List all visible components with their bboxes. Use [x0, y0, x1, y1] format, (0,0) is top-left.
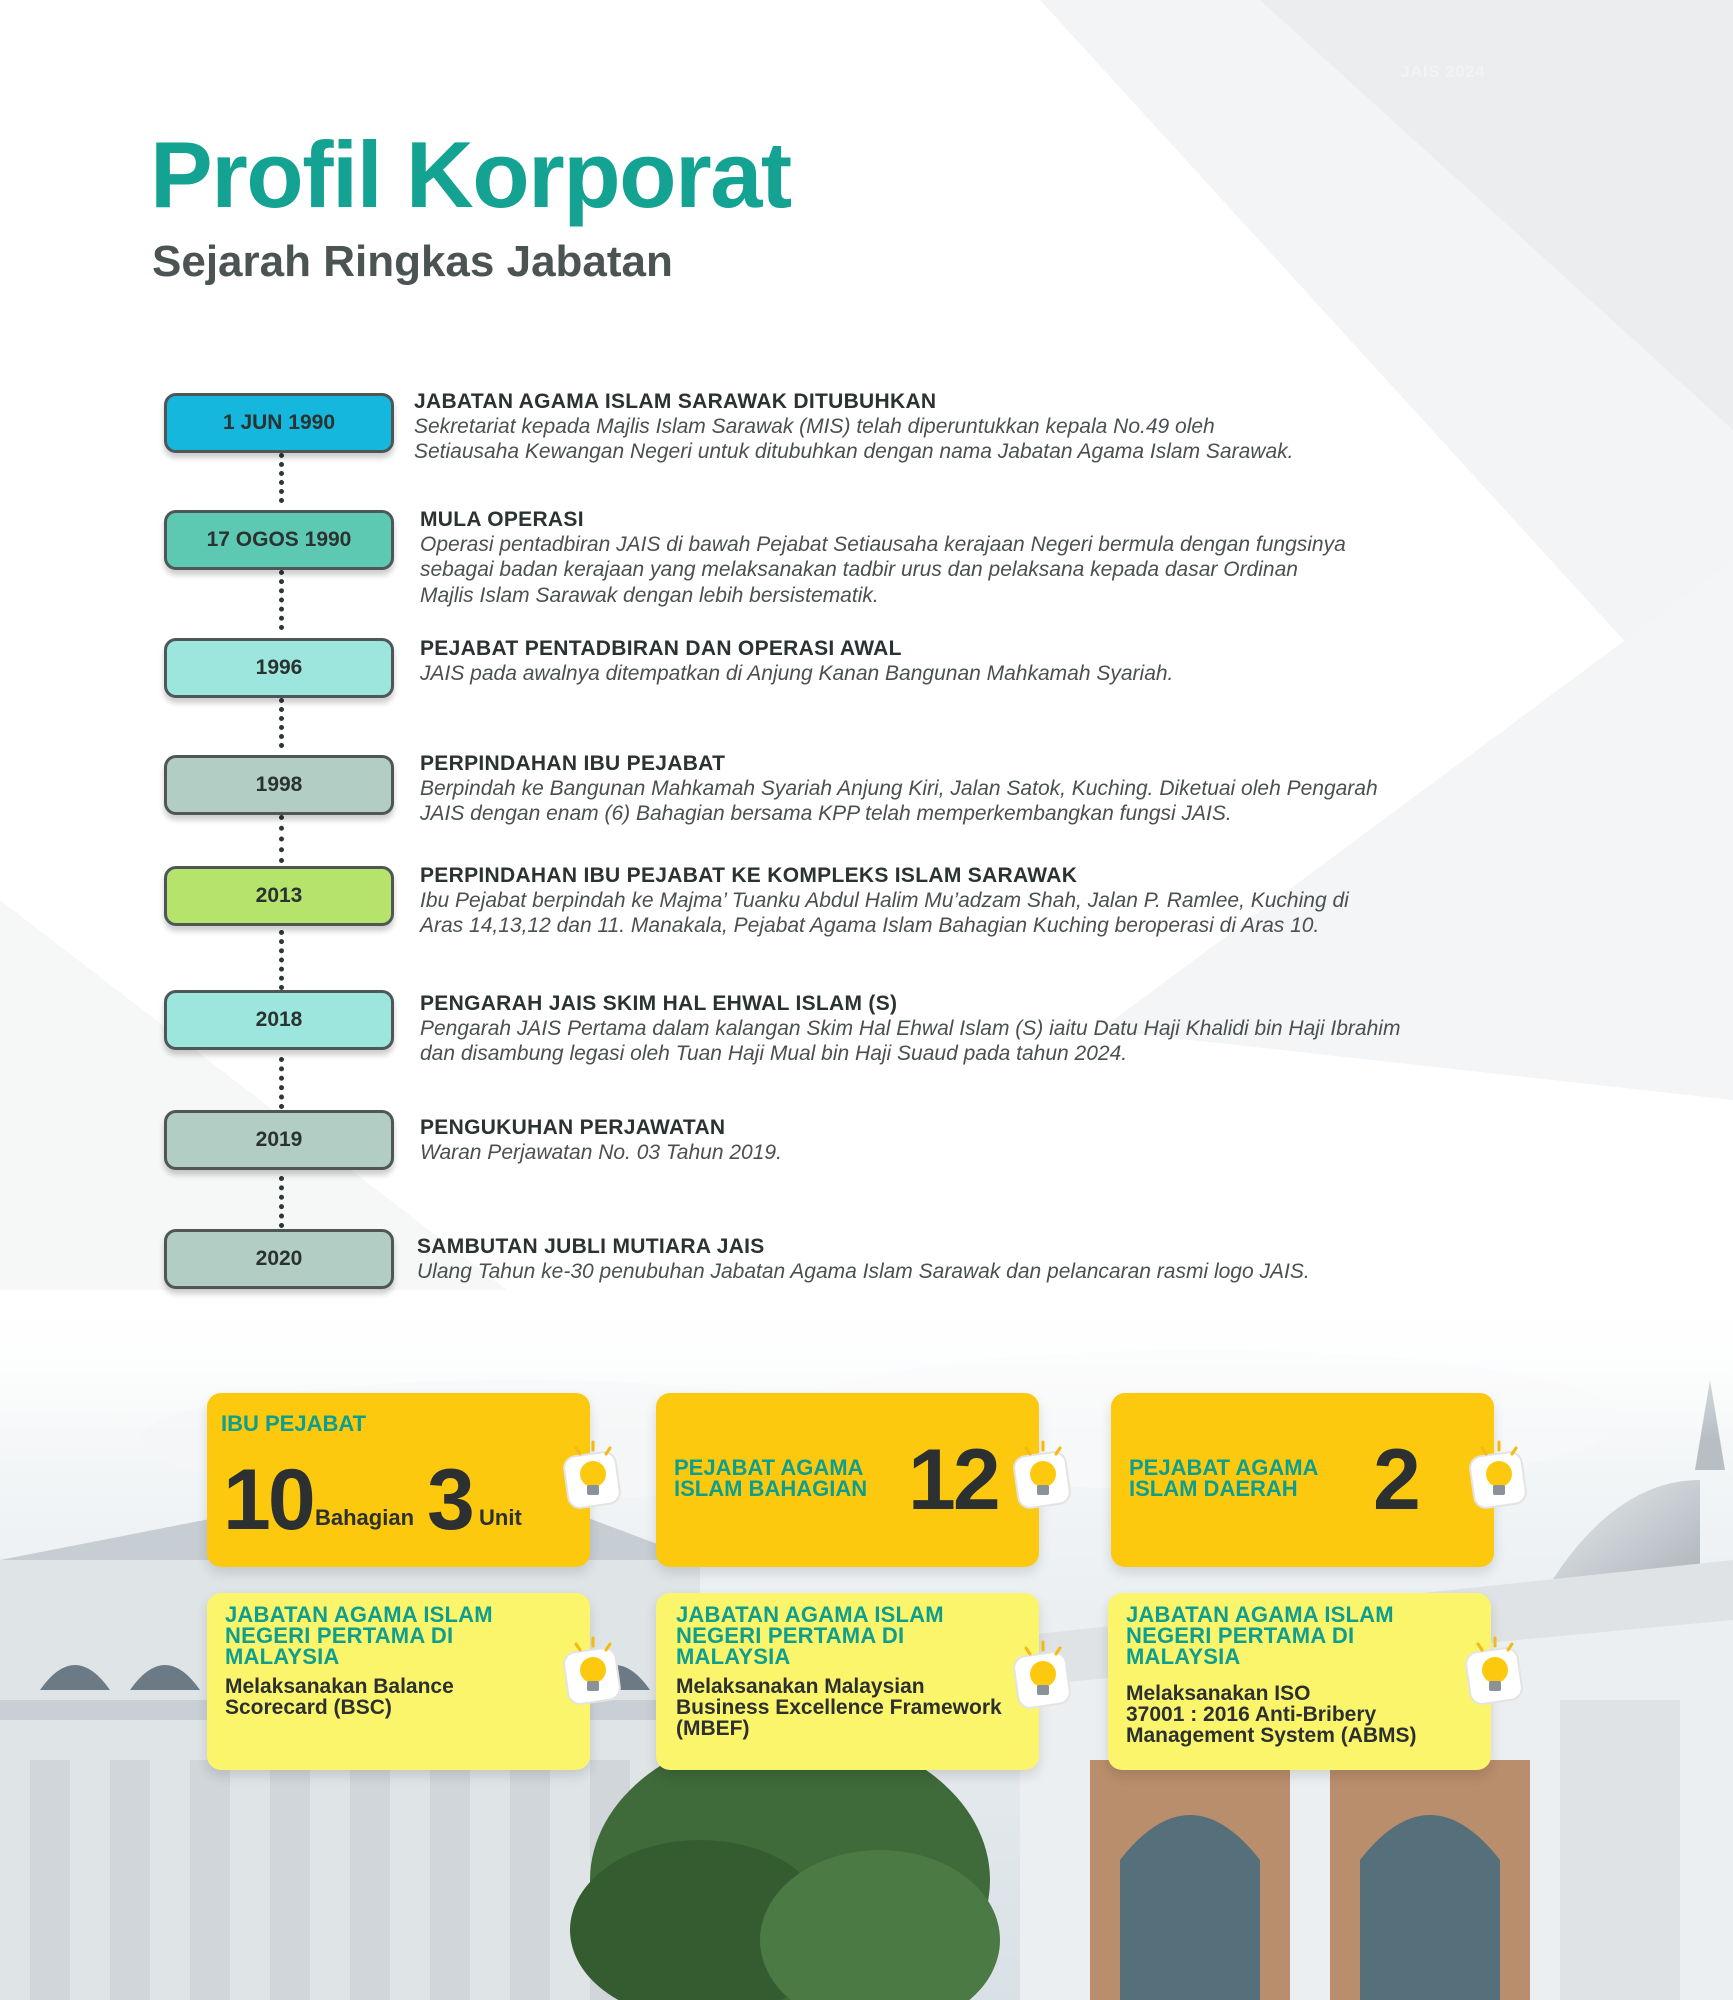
achievement-description-line: Melaksanakan ISO — [1126, 1682, 1311, 1705]
district-office-label-line: PEJABAT AGAMA — [1129, 1455, 1319, 1480]
timeline-date: 2018 — [255, 1008, 303, 1031]
timeline-heading: MULA OPERASI — [420, 508, 584, 531]
timeline-connector — [279, 570, 284, 630]
page-title: Profil Korporat — [150, 122, 791, 227]
achievement-description-line: (MBEF) — [676, 1717, 750, 1740]
achievement-description-line: Melaksanakan Malaysian — [676, 1675, 925, 1698]
divisional-office-label-line: ISLAM BAHAGIAN — [674, 1476, 868, 1501]
divisional-office-label-line: PEJABAT AGAMA — [674, 1455, 864, 1480]
page-subtitle: Sejarah Ringkas Jabatan — [152, 237, 673, 286]
timeline-heading: PERPINDAHAN IBU PEJABAT KE KOMPLEKS ISLAM SARAWAK — [420, 864, 1078, 887]
timeline-description-line: Aras 14,13,12 dan 11. Manakala, Pejabat Agama Islam Bahagian Kuching beroperasi di Aras 10. — [420, 914, 1320, 938]
timeline-date-badge — [164, 1229, 394, 1289]
timeline-date-badge — [164, 1110, 394, 1170]
timeline-connector — [279, 1057, 284, 1109]
timeline-date-badge — [164, 866, 394, 926]
achievement-title-line: MALAYSIA — [225, 1644, 340, 1669]
timeline-entry — [420, 752, 1720, 827]
lightbulb-icon — [1010, 1440, 1076, 1516]
achievement-title-line: NEGERI PERTAMA DI — [1126, 1623, 1355, 1648]
achievement-title-line: MALAYSIA — [1126, 1644, 1241, 1669]
achievement-card — [207, 1593, 590, 1770]
hq-divisions-value: 10 — [223, 1452, 313, 1548]
achievement-card — [656, 1593, 1039, 1770]
timeline-date-badge — [164, 638, 394, 698]
timeline-entry — [420, 637, 1720, 686]
timeline-entry — [420, 992, 1720, 1067]
timeline-description-line: Ulang Tahun ke-30 penubuhan Jabatan Agama Islam Sarawak dan pelancaran rasmi logo JAIS. — [417, 1260, 1310, 1284]
lightbulb-icon — [1010, 1640, 1076, 1716]
timeline-date-badge — [164, 510, 394, 570]
timeline-date: 1998 — [255, 773, 303, 796]
report-header-mark: JAIS 2024 — [1400, 62, 1485, 81]
timeline-connector — [279, 698, 284, 748]
lightbulb-icon — [1462, 1636, 1528, 1712]
timeline-description-line: dan disambung legasi oleh Tuan Haji Mual bin Haji Suaud pada tahun 2024. — [420, 1042, 1128, 1066]
timeline-description-line: Pengarah JAIS Pertama dalam kalangan Skim Hal Ehwal Islam (S) iaitu Datu Haji Khalidi bin Haji Ibrahim — [420, 1017, 1401, 1041]
timeline-entry — [414, 390, 1714, 465]
timeline-description-line: JAIS pada awalnya ditempatkan di Anjung Kanan Bangunan Mahkamah Syariah. — [420, 662, 1174, 686]
timeline-heading: PENGARAH JAIS SKIM HAL EHWAL ISLAM (S) — [420, 992, 898, 1015]
hq-units-value: 3 — [427, 1452, 472, 1548]
hq-stat-card — [207, 1393, 590, 1567]
achievement-title-line: JABATAN AGAMA ISLAM — [225, 1602, 493, 1627]
timeline-entry — [420, 864, 1720, 939]
timeline-description-line: Setiausaha Kewangan Negeri untuk ditubuhkan dengan nama Jabatan Agama Islam Sarawak. — [414, 440, 1294, 464]
timeline-date-badge — [164, 393, 394, 453]
timeline-date: 2019 — [255, 1128, 303, 1151]
timeline-description-line: Waran Perjawatan No. 03 Tahun 2019. — [420, 1141, 782, 1165]
district-office-value: 2 — [1373, 1432, 1418, 1528]
timeline-entry — [417, 1235, 1717, 1284]
lightbulb-icon — [560, 1440, 626, 1516]
timeline-description-line: Sekretariat kepada Majlis Islam Sarawak (MIS) telah diperuntukkan kepala No.49 oleh — [414, 415, 1215, 439]
timeline-connector — [279, 815, 284, 863]
hq-divisions-label: Bahagian — [315, 1505, 415, 1530]
timeline-description-line: Berpindah ke Bangunan Mahkamah Syariah Anjung Kiri, Jalan Satok, Kuching. Diketuai oleh Pengarah — [420, 777, 1378, 801]
timeline-description-line: sebagai badan kerajaan yang melaksanakan tadbir urus dan pelaksana kepada dasar Ordinan — [420, 558, 1298, 582]
timeline-entry — [420, 508, 1720, 608]
timeline-date: 1996 — [255, 656, 303, 679]
timeline-connector — [279, 1176, 284, 1228]
achievement-title-line: JABATAN AGAMA ISLAM — [1126, 1602, 1394, 1627]
timeline-date-badge — [164, 755, 394, 815]
timeline-entry — [420, 1116, 1720, 1165]
achievement-description-line: 37001 : 2016 Anti-Bribery — [1126, 1703, 1377, 1726]
timeline-heading: PERPINDAHAN IBU PEJABAT — [420, 752, 726, 775]
timeline-connector — [279, 930, 284, 990]
timeline-date: 2013 — [255, 884, 303, 907]
achievement-title-line: JABATAN AGAMA ISLAM — [676, 1602, 944, 1627]
achievement-description-line: Management System (ABMS) — [1126, 1724, 1417, 1747]
divisional-office-value: 12 — [908, 1432, 998, 1528]
timeline-heading: JABATAN AGAMA ISLAM SARAWAK DITUBUHKAN — [414, 390, 937, 413]
timeline-description-line: Majlis Islam Sarawak dengan lebih bersistematik. — [420, 583, 879, 607]
achievement-description-line: Scorecard (BSC) — [225, 1696, 392, 1719]
timeline-heading: PENGUKUHAN PERJAWATAN — [420, 1116, 726, 1139]
timeline-date: 17 OGOS 1990 — [206, 528, 352, 551]
timeline-description-line: Ibu Pejabat berpindah ke Majma’ Tuanku Abdul Halim Mu’adzam Shah, Jalan P. Ramlee, Kuching di — [420, 889, 1349, 913]
hq-units-label: Unit — [479, 1505, 522, 1530]
hq-label: IBU PEJABAT — [221, 1411, 367, 1436]
achievement-title-line: MALAYSIA — [676, 1644, 791, 1669]
lightbulb-icon — [560, 1636, 626, 1712]
achievement-description-line: Business Excellence Framework — [676, 1696, 1002, 1719]
timeline-heading: SAMBUTAN JUBLI MUTIARA JAIS — [417, 1235, 765, 1258]
district-office-stat-card — [1111, 1393, 1494, 1567]
timeline-connector — [279, 453, 284, 503]
timeline-description-line: Operasi pentadbiran JAIS di bawah Pejabat Setiausaha kerajaan Negeri bermula dengan fungsinya — [420, 533, 1346, 557]
achievement-card — [1108, 1593, 1491, 1770]
lightbulb-icon — [1466, 1440, 1532, 1516]
district-office-label-line: ISLAM DAERAH — [1129, 1476, 1298, 1501]
timeline-heading: PEJABAT PENTADBIRAN DAN OPERASI AWAL — [420, 637, 902, 660]
achievement-title-line: NEGERI PERTAMA DI — [676, 1623, 905, 1648]
achievement-title-line: NEGERI PERTAMA DI — [225, 1623, 454, 1648]
divisional-office-stat-card — [656, 1393, 1039, 1567]
timeline-date-badge — [164, 990, 394, 1050]
timeline-date: 1 JUN 1990 — [222, 411, 336, 434]
timeline-description-line: JAIS dengan enam (6) Bahagian bersama KPP telah memperkembangkan fungsi JAIS. — [420, 802, 1232, 826]
achievement-description-line: Melaksanakan Balance — [225, 1675, 454, 1698]
timeline-date: 2020 — [255, 1247, 303, 1270]
